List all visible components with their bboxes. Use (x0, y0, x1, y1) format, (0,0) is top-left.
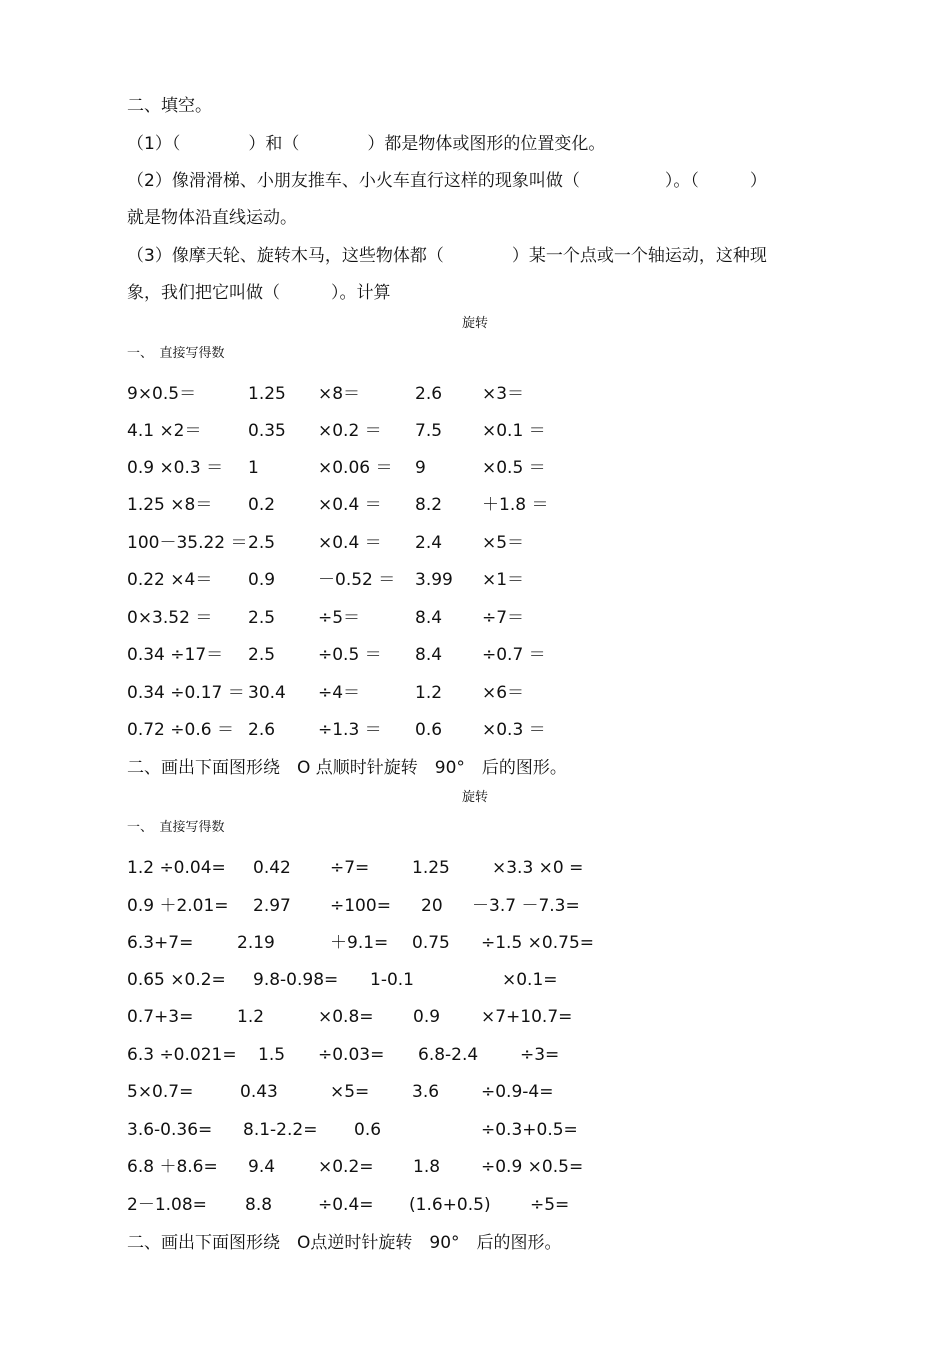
calculation-cell: 3.6 (412, 1082, 440, 1102)
calculation-cell: ÷0.3+0.5= (481, 1120, 578, 1140)
calculation-cell: 4.1 ×2＝ (127, 421, 202, 441)
calculation-row (0, 858, 950, 878)
calculation-cell: 1 (248, 458, 259, 478)
calculation-cell: ×7+10.7= (481, 1007, 573, 1027)
calculation-cell: 8.1-2.2= (243, 1120, 318, 1140)
calculation-cell: 1.2 (415, 683, 443, 703)
calculation-cell: 1.25 ×8＝ (127, 495, 213, 515)
calculation-cell: 2.5 (248, 608, 276, 628)
calculation-cell: 9×0.5＝ (127, 384, 197, 404)
calculation-row (0, 970, 950, 990)
calculation-cell: ×1＝ (482, 570, 525, 590)
calculation-row (0, 495, 950, 515)
question-2-line-2: 就是物体沿直线运动。 (127, 208, 297, 228)
calculation-cell: 0.2 (248, 495, 276, 515)
calculation-cell: 1-0.1 (370, 970, 414, 990)
calculation-cell: ×3.3 ×0 = (492, 858, 584, 878)
calculation-row (0, 1195, 950, 1215)
question-3-line-1: （3）像摩天轮、旋转木马，这些物体都（ ）某一个点或一个轴运动，这种现 (127, 246, 767, 266)
calculation-cell: 8.4 (415, 608, 443, 628)
calculation-cell: 0.35 (248, 421, 286, 441)
calculation-cell: 6.3+7= (127, 933, 194, 953)
calculation-cell: 7.5 (415, 421, 443, 441)
calculation-cell: 0.9 ×0.3 ＝ (127, 458, 224, 478)
part2-title: 旋转 (461, 790, 488, 805)
calculation-cell: ×0.2 ＝ (318, 421, 382, 441)
calculation-row (0, 933, 950, 953)
calculation-cell: 30.4 (248, 683, 286, 703)
calculation-cell: ＋9.1= (330, 933, 389, 953)
calculation-cell: 2－1.08= (127, 1195, 207, 1215)
calculation-cell: 2.4 (415, 533, 443, 553)
question-2-line-1: （2）像滑滑梯、小朋友推车、小火车直行这样的现象叫做（ ）。（ ） (127, 171, 767, 191)
calculation-cell: ×0.1= (502, 970, 558, 990)
calculation-cell: 0.43 (240, 1082, 278, 1102)
calculation-cell: 0.42 (253, 858, 291, 878)
part1-subheading: 一、 直接写得数 (127, 346, 225, 361)
calculation-cell: ×0.5 ＝ (482, 458, 546, 478)
calculation-cell: 2.6 (415, 384, 443, 404)
calculation-cell: 2.5 (248, 645, 276, 665)
calculation-cell: 6.3 ÷0.021= (127, 1045, 237, 1065)
calculation-cell: ×5＝ (482, 533, 525, 553)
part1-draw-instruction: 二、画出下面图形绕 O 点顺时针旋转 90° 后的图形。 (127, 758, 567, 778)
part2-subheading: 一、 直接写得数 (127, 820, 225, 835)
calculation-cell: 0.9 (248, 570, 276, 590)
part2-draw-instruction: 二、画出下面图形绕 O点逆时针旋转 90° 后的图形。 (127, 1233, 562, 1253)
calculation-cell: ÷0.4= (318, 1195, 374, 1215)
calculation-cell: ×0.4 ＝ (318, 495, 382, 515)
calculation-cell: 2.6 (248, 720, 276, 740)
calculation-row (0, 1045, 950, 1065)
calculation-row (0, 1007, 950, 1027)
calculation-cell: ÷0.9 ×0.5= (481, 1157, 584, 1177)
calculation-cell: 9 (415, 458, 426, 478)
calculation-row (0, 608, 950, 628)
calculation-cell: 3.99 (415, 570, 453, 590)
calculation-cell: ×8＝ (318, 384, 361, 404)
calculation-cell: 0.75 (412, 933, 450, 953)
calculation-cell: ÷1.3 ＝ (318, 720, 382, 740)
calculation-cell: ×0.1 ＝ (482, 421, 546, 441)
calculation-cell: ÷3= (520, 1045, 560, 1065)
part1-title: 旋转 (461, 316, 488, 331)
calculation-cell: 0.34 ÷0.17 ＝ (127, 683, 245, 703)
calculation-cell: 0×3.52 ＝ (127, 608, 213, 628)
calculation-cell: ×0.3 ＝ (482, 720, 546, 740)
calculation-cell: ÷5= (530, 1195, 570, 1215)
calculation-row (0, 896, 950, 916)
calculation-row (0, 1082, 950, 1102)
calculation-row (0, 1157, 950, 1177)
calculation-row (0, 384, 950, 404)
question-1: （1）（ ）和（ ）都是物体或图形的位置变化。 (127, 134, 606, 154)
calculation-cell: ÷0.5 ＝ (318, 645, 382, 665)
calculation-cell: －3.7 －7.3= (472, 896, 580, 916)
calculation-cell: ×0.2= (318, 1157, 374, 1177)
calculation-cell: 1.2 (237, 1007, 265, 1027)
calculation-cell: 0.6 (415, 720, 443, 740)
calculation-cell: 1.5 (258, 1045, 286, 1065)
calculation-cell: 1.25 (412, 858, 450, 878)
calculation-cell: ×5= (330, 1082, 370, 1102)
calculation-cell: 0.34 ÷17＝ (127, 645, 224, 665)
calculation-cell: 0.6 (354, 1120, 382, 1140)
calculation-cell: 8.4 (415, 645, 443, 665)
calculation-row (0, 683, 950, 703)
calculation-cell: 2.5 (248, 533, 276, 553)
calculation-cell: ＋1.8 ＝ (482, 495, 549, 515)
calculation-cell: 1.25 (248, 384, 286, 404)
calculation-cell: 6.8-2.4 (418, 1045, 479, 1065)
calculation-row (0, 645, 950, 665)
calculation-cell: ÷1.5 ×0.75= (481, 933, 595, 953)
calculation-cell: 20 (421, 896, 443, 916)
calculation-cell: ×3＝ (482, 384, 525, 404)
calculation-cell: ×6＝ (482, 683, 525, 703)
calculation-cell: 1.8 (413, 1157, 441, 1177)
calculation-cell: 0.9 ＋2.01= (127, 896, 229, 916)
calculation-cell: 9.8-0.98= (253, 970, 339, 990)
calculation-cell: 5×0.7= (127, 1082, 194, 1102)
calculation-cell: ÷0.9-4= (481, 1082, 554, 1102)
calculation-cell: 3.6-0.36= (127, 1120, 213, 1140)
calculation-cell: ÷7= (330, 858, 370, 878)
calculation-cell: －0.52 ＝ (318, 570, 396, 590)
calculation-row (0, 533, 950, 553)
question-3-line-2: 象，我们把它叫做（ ）。计算 (127, 283, 391, 303)
calculation-cell: ÷0.03= (318, 1045, 385, 1065)
calculation-cell: 1.2 ÷0.04= (127, 858, 226, 878)
calculation-row (0, 570, 950, 590)
calculation-cell: 0.7+3= (127, 1007, 194, 1027)
calculation-cell: 9.4 (248, 1157, 276, 1177)
calculation-cell: ×0.06 ＝ (318, 458, 393, 478)
calculation-row (0, 458, 950, 478)
calculation-cell: ÷0.7 ＝ (482, 645, 546, 665)
calculation-cell: 0.72 ÷0.6 ＝ (127, 720, 234, 740)
calculation-cell: ÷100= (330, 896, 391, 916)
calculation-cell: 8.8 (245, 1195, 273, 1215)
calculation-cell: 0.65 ×0.2= (127, 970, 226, 990)
calculation-cell: 0.22 ×4＝ (127, 570, 213, 590)
calculation-cell: 6.8 ＋8.6= (127, 1157, 218, 1177)
calculation-row (0, 421, 950, 441)
calculation-row (0, 1120, 950, 1140)
calculation-cell: 8.2 (415, 495, 443, 515)
calculation-cell: ×0.8= (318, 1007, 374, 1027)
calculation-cell: 100－35.22 ＝ (127, 533, 248, 553)
calculation-cell: 0.9 (413, 1007, 441, 1027)
calculation-cell: ÷5＝ (318, 608, 361, 628)
fill-section-heading: 二、填空。 (127, 96, 212, 116)
calculation-cell: 2.19 (237, 933, 275, 953)
calculation-cell: ÷7＝ (482, 608, 525, 628)
calculation-cell: (1.6+0.5) (409, 1195, 491, 1215)
calculation-cell: 2.97 (253, 896, 291, 916)
calculation-cell: ×0.4 ＝ (318, 533, 382, 553)
calculation-row (0, 720, 950, 740)
calculation-cell: ÷4＝ (318, 683, 361, 703)
